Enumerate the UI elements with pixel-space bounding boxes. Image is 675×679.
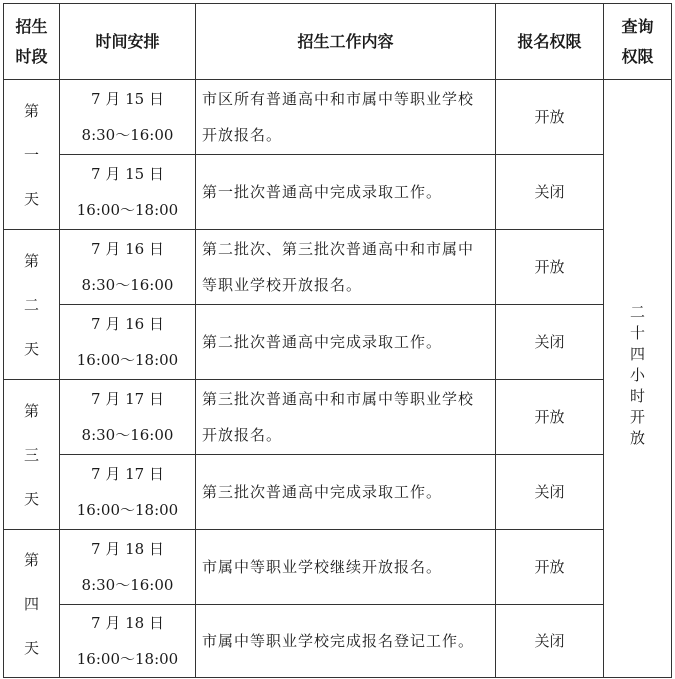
date-text: 7 月 16 日: [91, 240, 164, 258]
day-label: 第四天: [23, 550, 39, 657]
table-row: [4, 305, 672, 380]
day-cell: [4, 530, 60, 678]
date-text: 7 月 15 日: [91, 90, 164, 108]
day-label: 第三天: [23, 401, 39, 508]
work-cell: 第一批次普通高中完成录取工作。: [196, 155, 496, 230]
date-text: 7 月 17 日: [91, 390, 164, 408]
permission-cell: 关闭: [496, 305, 604, 380]
date-text: 7 月 18 日: [91, 540, 164, 558]
work-cell: 市区所有普通高中和市属中等职业学校开放报名。: [196, 80, 496, 155]
day-cell: [4, 80, 60, 230]
header-stage: [4, 4, 60, 80]
time-range-text: 16:00～18:00: [76, 351, 179, 369]
table-row: [4, 605, 672, 678]
time-cell: [60, 530, 196, 605]
time-cell: [60, 155, 196, 230]
table-row: [4, 380, 672, 455]
query-cell: [604, 80, 672, 678]
time-range-text: 8:30～16:00: [81, 276, 174, 294]
day-cell: [4, 230, 60, 380]
day-label: 第一天: [23, 101, 39, 208]
date-text: 7 月 16 日: [91, 315, 164, 333]
day-label: 第二天: [23, 251, 39, 358]
time-cell: [60, 80, 196, 155]
permission-cell: 关闭: [496, 455, 604, 530]
time-range-text: 16:00～18:00: [76, 650, 179, 668]
permission-cell: 开放: [496, 380, 604, 455]
day-cell: [4, 380, 60, 530]
header-query: [604, 4, 672, 80]
date-text: 7 月 15 日: [91, 165, 164, 183]
permission-cell: 开放: [496, 230, 604, 305]
header-permission: 报名权限: [496, 4, 604, 80]
permission-cell: 关闭: [496, 155, 604, 230]
header-row: [4, 4, 672, 80]
table-row: [4, 230, 672, 305]
enrollment-schedule-table: [3, 3, 672, 678]
header-time: 时间安排: [60, 4, 196, 80]
work-cell: 第三批次普通高中和市属中等职业学校开放报名。: [196, 380, 496, 455]
time-range-text: 16:00～18:00: [76, 501, 179, 519]
date-text: 7 月 17 日: [91, 465, 164, 483]
time-cell: [60, 605, 196, 678]
work-cell: 第三批次普通高中完成录取工作。: [196, 455, 496, 530]
table-row: [4, 155, 672, 230]
date-text: 7 月 18 日: [91, 614, 164, 632]
header-work: 招生工作内容: [196, 4, 496, 80]
query-value: 二十四小时开放: [629, 302, 645, 447]
table-row: [4, 530, 672, 605]
permission-cell: 开放: [496, 530, 604, 605]
work-cell: 市属中等职业学校完成报名登记工作。: [196, 605, 496, 678]
table-row: [4, 455, 672, 530]
work-cell: 第二批次普通高中完成录取工作。: [196, 305, 496, 380]
time-cell: [60, 230, 196, 305]
table-row: [4, 80, 672, 155]
work-cell: 市属中等职业学校继续开放报名。: [196, 530, 496, 605]
header-stage-label: 招生时段: [15, 16, 48, 66]
time-range-text: 16:00～18:00: [76, 201, 179, 219]
time-range-text: 8:30～16:00: [81, 576, 174, 594]
time-cell: [60, 380, 196, 455]
work-cell: 第二批次、第三批次普通高中和市属中等职业学校开放报名。: [196, 230, 496, 305]
header-query-label: 查询权限: [621, 16, 654, 66]
permission-cell: 开放: [496, 80, 604, 155]
time-range-text: 8:30～16:00: [81, 426, 174, 444]
permission-cell: 关闭: [496, 605, 604, 678]
time-range-text: 8:30～16:00: [81, 126, 174, 144]
time-cell: [60, 305, 196, 380]
time-cell: [60, 455, 196, 530]
